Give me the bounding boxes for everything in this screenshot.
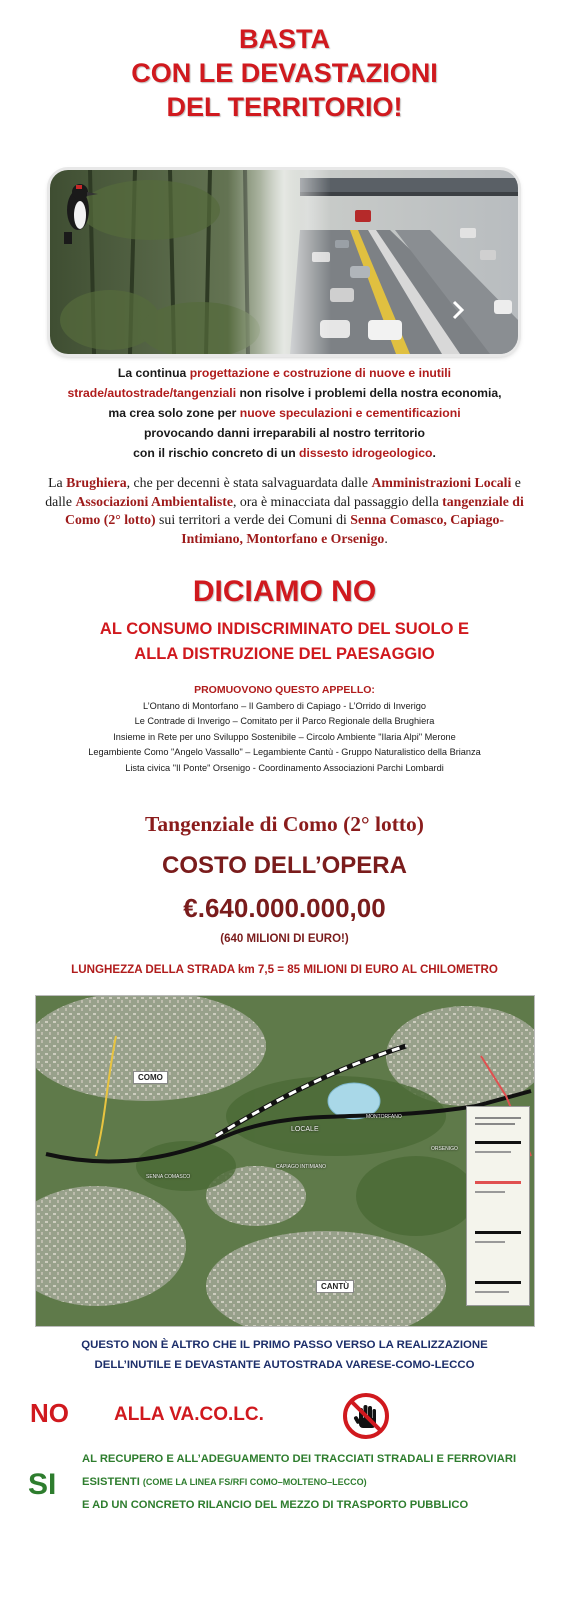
diciamo-no-heading: DICIAMO NO: [192, 575, 377, 608]
promoter-line: L’Ontano di Montorfano – Il Gambero di Capiago - L’Orrido di Inverigo: [143, 701, 426, 711]
si-line-2-note: (COME LA LINEA FS/RFI COMO–MOLTENO–LECCO): [142, 1477, 367, 1487]
no-label: NO: [30, 1398, 69, 1428]
intro-text: .: [432, 446, 436, 460]
brughiera-text: , ora è minacciata dal passaggio della: [232, 493, 443, 509]
intro-highlight: strade/autostrade/tangenziali: [67, 386, 237, 400]
map-label-cantu: CANTÙ: [316, 1280, 354, 1293]
first-step-warning: [0, 1335, 569, 1375]
si-line-1: AL RECUPERO E ALL’ADEGUAMENTO DEI TRACCIATI STRADALI E FERROVIARI: [82, 1453, 517, 1465]
promoter-line: Insieme in Rete per uno Sviluppo Sostenibile – Circolo Ambiente "Ilaria Alpi" Merone: [113, 731, 456, 742]
forest-highway-photo: [50, 170, 518, 354]
intro-paragraph: [20, 363, 549, 463]
brughiera-highlight: Associazioni Ambientaliste: [75, 493, 233, 509]
brughiera-highlight: tangenziale di Como (2° lotto): [65, 493, 524, 527]
map-legend: [466, 1106, 530, 1306]
brughiera-highlight: Senna Comasco, Capiago-Intimiano, Montorfano e Orsenigo: [181, 512, 504, 546]
promoters-title: PROMUOVONO QUESTO APPELLO:: [194, 684, 375, 696]
map-label-capiago: CAPIAGO INTIMIANO: [276, 1164, 327, 1170]
si-line-3: E AD UN CONCRETO RILANCIO DEL MEZZO DI TRASPORTO PUBBLICO: [82, 1499, 469, 1511]
intro-highlight: dissesto idrogeologico: [299, 446, 433, 460]
intro-text: con il rischio concreto di un: [133, 446, 300, 460]
warning-line-2: DELL’INUTILE E DEVASTANTE AUTOSTRADA VARESE-COMO-LECCO: [94, 1359, 475, 1371]
intro-highlight: progettazione e costruzione di nuove e inutili: [189, 366, 452, 380]
brughiera-text: e dalle: [45, 475, 521, 509]
headline-line-3: DEL TERRITORIO!: [166, 92, 403, 122]
brughiera-paragraph: [40, 474, 529, 548]
si-proposals: [82, 1448, 552, 1517]
vacolc-label: ALLA VA.CO.LC.: [114, 1404, 264, 1425]
cost-amount: €.640.000.000,00: [183, 893, 386, 923]
headline-line-1: BASTA: [239, 24, 330, 54]
no-vacolc-row: [30, 1392, 540, 1442]
promoter-line: Legambiente Como "Angelo Vassallo" – Legambiente Cantù - Gruppo Naturalistico della Brianza: [88, 747, 481, 758]
warning-line-1: QUESTO NON È ALTRO CHE IL PRIMO PASSO VERSO LA REALIZZAZIONE: [81, 1339, 488, 1351]
map-label-senna: SENNA COMASCO: [146, 1174, 191, 1180]
consumo-subheading: [0, 617, 569, 667]
road-length-cost: LUNGHEZZA DELLA STRADA km 7,5 = 85 MILIONI DI EURO AL CHILOMETRO: [71, 963, 498, 976]
brughiera-text: La: [48, 475, 67, 490]
brughiera-highlight: Brughiera: [66, 475, 127, 490]
brughiera-text: sui territori a verde dei Comuni di: [155, 512, 351, 527]
consumo-line-2: ALLA DISTRUZIONE DEL PAESAGGIO: [134, 645, 435, 663]
tangenziale-title: Tangenziale di Como (2° lotto): [145, 812, 424, 836]
brughiera-text: , che per decenni è stata salvaguardata dalle: [126, 475, 368, 490]
intro-text: La continua: [117, 366, 190, 380]
promoter-line: Le Contrade di Inverigo – Comitato per il Parco Regionale della Brughiera: [134, 716, 435, 727]
route-map: [35, 995, 535, 1327]
cost-millions: (640 MILIONI DI EURO!): [220, 933, 349, 945]
intro-text: provocando danni irreparabili al nostro territorio: [143, 426, 426, 440]
prohibition-hand-icon: [342, 1392, 390, 1440]
map-label-montorfano: MONTORFANO: [366, 1114, 402, 1120]
headline-line-2: CON LE DEVASTAZIONI: [131, 58, 438, 88]
map-label-locale: LOCALE: [291, 1126, 319, 1133]
brughiera-highlight: Amministrazioni Locali: [371, 475, 512, 490]
si-line-2: ESISTENTI: [82, 1476, 143, 1488]
promoter-line: Lista civica "Il Ponte" Orsenigo - Coordinamento Associazioni Parchi Lombardi: [125, 762, 444, 773]
brughiera-text: .: [384, 530, 388, 546]
si-label: SI: [28, 1468, 57, 1501]
intro-highlight: nuove speculazioni e cementificazioni: [239, 406, 461, 420]
consumo-line-1: AL CONSUMO INDISCRIMINATO DEL SUOLO E: [99, 620, 470, 638]
intro-text: ma crea solo zone per: [108, 406, 240, 420]
main-headline: [0, 22, 569, 124]
promoters-list: [0, 699, 569, 776]
map-label-como: COMO: [133, 1071, 168, 1084]
intro-text: non risolve i problemi della nostra economia,: [236, 386, 502, 400]
costo-title: COSTO DELL’OPERA: [162, 852, 407, 879]
map-label-orsenigo: ORSENIGO: [431, 1146, 458, 1152]
